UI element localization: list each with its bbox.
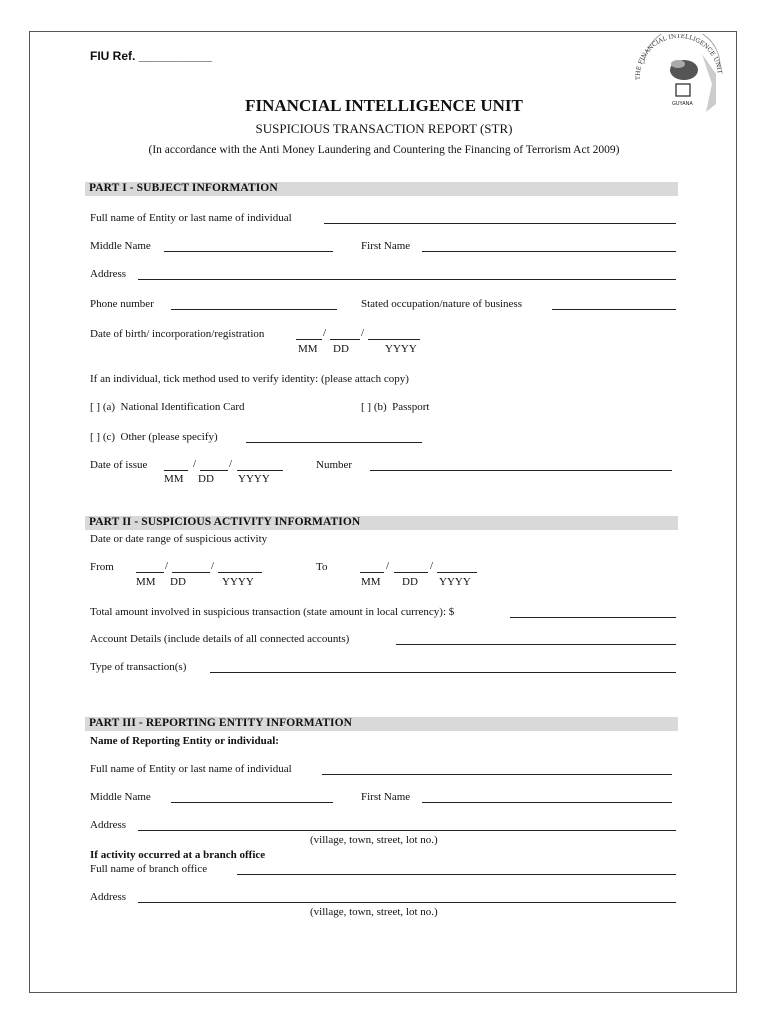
p1-other-specify-field[interactable] xyxy=(246,442,422,443)
p2-from-dd-field[interactable] xyxy=(172,572,210,573)
p3-full-name-field[interactable] xyxy=(322,774,672,775)
p1-option-c[interactable] xyxy=(90,431,218,443)
p1-option-b-checkbox[interactable]: [ ] (b) xyxy=(361,401,387,413)
p1-dob-dd-field[interactable] xyxy=(330,339,360,340)
p2-from-mm: MM xyxy=(136,576,156,588)
p3-branch-name-label: Full name of branch office xyxy=(90,863,208,875)
p3-branch-heading: If activity occurred at a branch office xyxy=(90,849,266,861)
p1-first-name-label: First Name xyxy=(361,240,411,252)
p1-issue-mm: MM xyxy=(164,473,184,485)
seal-text-bottom: GUYANA xyxy=(672,101,693,107)
p3-branch-address-hint: (village, town, street, lot no.) xyxy=(310,906,438,918)
p2-type-field[interactable] xyxy=(210,672,676,673)
p1-option-b[interactable] xyxy=(361,401,429,413)
p2-type-label: Type of transaction(s) xyxy=(90,661,187,673)
p2-to-mm: MM xyxy=(361,576,381,588)
p1-dob-label: Date of birth/ incorporation/registration xyxy=(90,328,265,340)
p1-dob-yyyy-field[interactable] xyxy=(368,339,420,340)
p1-full-name-label: Full name of Entity or last name of individual xyxy=(90,212,292,224)
p3-branch-name-field[interactable] xyxy=(237,874,676,875)
p1-issue-yyyy-field[interactable] xyxy=(237,470,283,471)
page-subtitle: SUSPICIOUS TRANSACTION REPORT (STR) xyxy=(255,121,513,136)
fiu-ref-label: FIU Ref. xyxy=(90,49,136,63)
p1-option-c-label: Other (please specify) xyxy=(120,431,218,443)
p2-to-mm-field[interactable] xyxy=(360,572,384,573)
part2-heading-bar xyxy=(85,516,678,530)
p1-occupation-label: Stated occupation/nature of business xyxy=(361,298,522,310)
act-note: (In accordance with the Anti Money Laundering and Countering the Financing of Terrorism Act 2009) xyxy=(148,144,620,156)
p3-first-name-label: First Name xyxy=(361,791,411,803)
fiu-ref-blank[interactable]: ___________ xyxy=(138,49,213,63)
page-title: FINANCIAL INTELLIGENCE UNIT xyxy=(245,96,523,115)
p1-phone-field[interactable] xyxy=(171,309,337,310)
p1-dob-mm: MM xyxy=(298,343,318,355)
part1-heading-bar xyxy=(85,182,678,196)
p3-address-label: Address xyxy=(90,819,127,831)
p3-address-field[interactable] xyxy=(138,830,676,831)
p3-middle-name-field[interactable] xyxy=(171,802,333,803)
p3-middle-name-label: Middle Name xyxy=(90,791,151,803)
p2-from-slash-2: / xyxy=(211,560,215,572)
p2-amount-field[interactable] xyxy=(510,617,676,618)
p1-dob-dd: DD xyxy=(333,343,349,355)
p2-to-label: To xyxy=(316,561,328,573)
p1-issue-yyyy: YYYY xyxy=(238,473,270,485)
p2-from-dd: DD xyxy=(170,576,186,588)
p2-range-note: Date or date range of suspicious activity xyxy=(90,533,268,545)
p1-issue-dd-field[interactable] xyxy=(200,470,228,471)
part2-heading: PART II - SUSPICIOUS ACTIVITY INFORMATION xyxy=(89,516,361,528)
p1-address-label: Address xyxy=(90,268,127,280)
p2-amount-label: Total amount involved in suspicious transaction (state amount in local currency): $ xyxy=(90,606,455,618)
p1-issue-dd: DD xyxy=(198,473,214,485)
p1-dob-yyyy: YYYY xyxy=(385,343,417,355)
p3-full-name-label: Full name of Entity or last name of individual xyxy=(90,763,292,775)
p2-from-label: From xyxy=(90,561,114,573)
p2-to-dd-field[interactable] xyxy=(394,572,428,573)
seal-text-top: THE FINANCIAL INTELLIGENCE UNIT xyxy=(634,34,724,81)
p2-from-yyyy-field[interactable] xyxy=(218,572,262,573)
p1-middle-name-label: Middle Name xyxy=(90,240,151,252)
fiu-ref xyxy=(90,49,212,63)
p2-to-yyyy-field[interactable] xyxy=(437,572,477,573)
p2-to-slash-1: / xyxy=(386,560,390,572)
p1-number-label: Number xyxy=(316,459,353,471)
p2-account-label: Account Details (include details of all connected accounts) xyxy=(90,633,350,645)
p2-from-mm-field[interactable] xyxy=(136,572,164,573)
p1-address-field[interactable] xyxy=(138,279,676,280)
p3-branch-address-field[interactable] xyxy=(138,902,676,903)
p1-option-a[interactable] xyxy=(90,401,245,413)
p2-from-slash-1: / xyxy=(165,560,169,572)
p1-full-name-field[interactable] xyxy=(324,223,676,224)
p2-account-field[interactable] xyxy=(396,644,676,645)
p1-number-field[interactable] xyxy=(370,470,672,471)
p1-verify-note: If an individual, tick method used to verify identity: (please attach copy) xyxy=(90,373,409,385)
p1-issue-mm-field[interactable] xyxy=(164,470,188,471)
p1-issue-slash-2: / xyxy=(229,458,233,470)
p2-from-yyyy: YYYY xyxy=(222,576,254,588)
p1-dob-slash-2: / xyxy=(361,327,365,339)
p1-phone-label: Phone number xyxy=(90,298,154,310)
p1-first-name-field[interactable] xyxy=(422,251,676,252)
p1-option-c-checkbox[interactable]: [ ] (c) xyxy=(90,431,116,443)
part3-heading: PART III - REPORTING ENTITY INFORMATION xyxy=(89,717,353,729)
p2-to-dd: DD xyxy=(402,576,418,588)
p1-option-a-label: National Identification Card xyxy=(120,401,245,413)
p2-to-yyyy: YYYY xyxy=(439,576,471,588)
p1-dob-slash-1: / xyxy=(323,327,327,339)
part3-heading-bar xyxy=(85,717,678,731)
p1-middle-name-field[interactable] xyxy=(164,251,333,252)
p3-entity-heading: Name of Reporting Entity or individual: xyxy=(90,735,279,747)
p1-option-b-label: Passport xyxy=(392,401,430,413)
p1-issue-label: Date of issue xyxy=(90,459,148,471)
part1-heading: PART I - SUBJECT INFORMATION xyxy=(89,182,278,194)
p1-occupation-field[interactable] xyxy=(552,309,676,310)
p1-dob-mm-field[interactable] xyxy=(296,339,322,340)
p1-issue-slash-1: / xyxy=(193,458,197,470)
p1-option-a-checkbox[interactable]: [ ] (a) xyxy=(90,401,116,413)
p3-first-name-field[interactable] xyxy=(422,802,672,803)
p3-address-hint: (village, town, street, lot no.) xyxy=(310,834,438,846)
p2-to-slash-2: / xyxy=(430,560,434,572)
p3-branch-address-label: Address xyxy=(90,891,127,903)
